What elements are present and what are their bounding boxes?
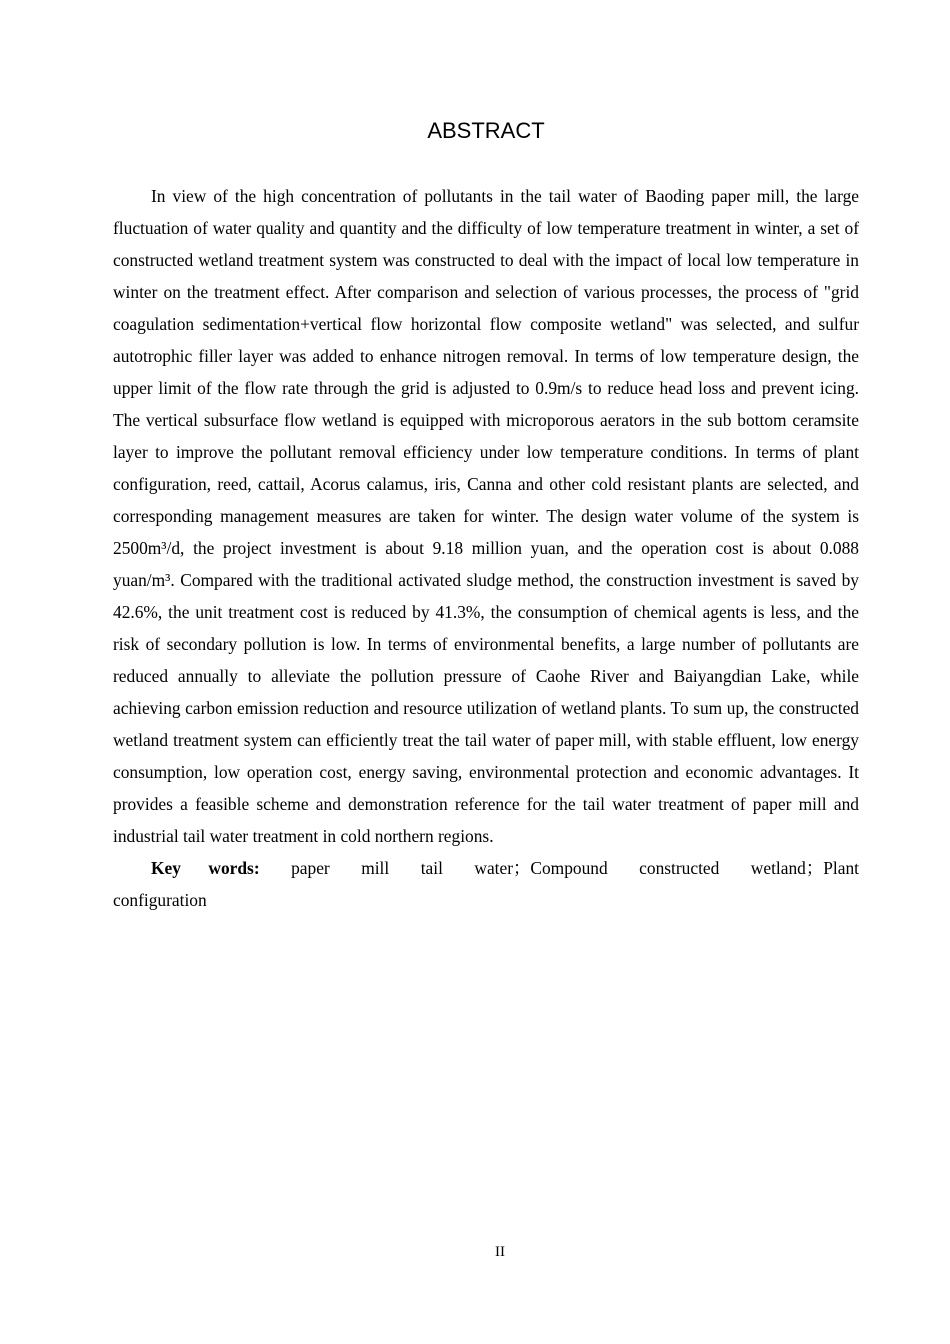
keywords-text: paper mill tail water；Compound constructed wetland；Plant configuration [113,858,859,910]
keywords-label: Key words: [151,858,260,878]
page-title: ABSTRACT [427,118,545,143]
keywords-paragraph [113,852,859,916]
abstract-paragraph: In view of the high concentration of pollutants in the tail water of Baoding paper mill, the large fluctuation of water quality and quantity and the difficulty of low temperature treatment in winter, a set of constructed wetland treatment system was constructed to deal with the impact of local low temperature in winter on the treatment effect. After comparison and selection of various processes, the process of "grid coagulation sedimentation+vertical flow horizontal flow composite wetland" was selected, and sulfur autotrophic filler layer was added to enhance nitrogen removal. In terms of low temperature design, the upper limit of the flow rate through the grid is adjusted to 0.9m/s to reduce head loss and prevent icing. The vertical subsurface flow wetland is equipped with microporous aerators in the sub bottom ceramsite layer to improve the pollutant removal efficiency under low temperature conditions. In terms of plant configuration, reed, cattail, Acorus calamus, iris, Canna and other cold resistant plants are selected, and corresponding management measures are taken for winter. The design water volume of the system is 2500m³/d, the project investment is about 9.18 million yuan, and the operation cost is about 0.088 yuan/m³. Compared with the traditional activated sludge method, the construction investment is saved by 42.6%, the unit treatment cost is reduced by 41.3%, the consumption of chemical agents is less, and the risk of secondary pollution is low. In terms of environmental benefits, a large number of pollutants are reduced annually to alleviate the pollution pressure of Caohe River and Baiyangdian Lake, while achieving carbon emission reduction and resource utilization of wetland plants. To sum up, the constructed wetland treatment system can efficiently treat the tail water of paper mill, with stable effluent, low energy consumption, low operation cost, energy saving, environmental protection and economic advantages. It provides a feasible scheme and demonstration reference for the tail water treatment of paper mill and industrial tail water treatment in cold northern regions. [113,186,859,846]
page-number: II [495,1244,505,1260]
abstract-body [113,180,859,916]
